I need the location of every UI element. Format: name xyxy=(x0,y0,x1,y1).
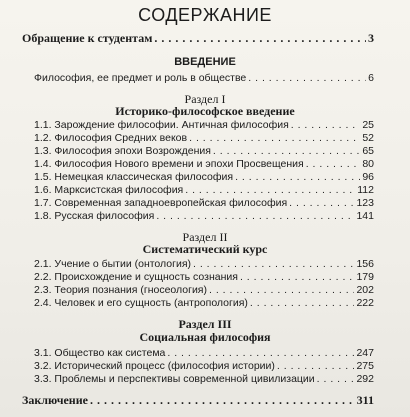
toc-entry[interactable] xyxy=(34,158,374,171)
dot-leader xyxy=(277,360,355,373)
toc-entry-label: 1.7. Современная западноевропейская философия xyxy=(34,197,288,209)
toc-entry-page: 52 xyxy=(362,132,374,144)
toc-entry-label: 1.4. Философия Нового времени и эпохи Просвещения xyxy=(34,158,304,170)
toc-entry-label: 1.3. Философия эпохи Возрождения xyxy=(34,145,211,157)
toc-entry-label: 2.4. Человек и его сущность (антропология) xyxy=(34,297,248,309)
toc-entry[interactable] xyxy=(34,132,374,145)
toc-entry[interactable] xyxy=(34,297,374,310)
toc-entry-page: 202 xyxy=(356,284,374,296)
toc-entry[interactable] xyxy=(34,271,374,284)
toc-entry-label: Философия, ее предмет и роль в обществе xyxy=(34,72,247,84)
toc-entry-intro[interactable] xyxy=(22,32,374,45)
toc-entry-page: 275 xyxy=(356,360,374,372)
toc-entry[interactable] xyxy=(34,373,374,386)
section-title: Историко-философское введение xyxy=(115,104,295,118)
toc-entry-page: 311 xyxy=(356,393,374,407)
dot-leader xyxy=(185,184,355,197)
dot-leader xyxy=(193,258,354,271)
toc-entry-page: 80 xyxy=(362,158,374,170)
toc-entry[interactable] xyxy=(34,119,374,132)
toc-entry-label: 1.1. Зарождение философии. Античная философия xyxy=(34,119,289,131)
section-number: Раздел II xyxy=(182,230,228,244)
toc-entry-page: 222 xyxy=(356,297,374,309)
dot-leader xyxy=(235,171,360,184)
introduction-heading: ВВЕДЕНИЕ xyxy=(174,56,236,68)
section-title: Социальная философия xyxy=(139,330,271,344)
toc-entry-label: 1.5. Немецкая классическая философия xyxy=(34,171,234,183)
toc-entry-label: Обращение к студентам xyxy=(22,31,153,45)
toc-entry-label: 3.3. Проблемы и перспективы современной цивилизации xyxy=(34,373,315,385)
toc-entry-label: 1.6. Марксистская философия xyxy=(34,184,184,196)
toc-entry-page: 25 xyxy=(362,119,374,131)
dot-leader xyxy=(154,32,366,45)
toc-entry-page: 3 xyxy=(368,31,374,45)
toc-entry[interactable] xyxy=(34,210,374,223)
dot-leader xyxy=(156,210,354,223)
toc-entry-label: 1.8. Русская философия xyxy=(34,210,155,222)
page-title: СОДЕРЖАНИЕ xyxy=(138,5,272,25)
dot-leader xyxy=(213,145,360,158)
toc-entry[interactable] xyxy=(34,258,374,271)
section-number: Раздел I xyxy=(184,92,226,106)
dot-leader xyxy=(317,373,355,386)
section-title: Систематический курс xyxy=(142,242,268,256)
toc-entry[interactable] xyxy=(34,184,374,197)
toc-entry-label: 1.2. Философия Средних веков xyxy=(34,132,188,144)
dot-leader xyxy=(291,119,361,132)
dot-leader xyxy=(248,72,366,85)
toc-entry-conclusion[interactable] xyxy=(22,394,374,407)
toc-entry[interactable] xyxy=(34,284,374,297)
toc-entry-page: 123 xyxy=(356,197,374,209)
dot-leader xyxy=(209,284,354,297)
toc-entry-page: 247 xyxy=(356,347,374,359)
dot-leader xyxy=(240,271,355,284)
toc-entry-page: 96 xyxy=(362,171,374,183)
section-number: Раздел III xyxy=(178,317,232,331)
toc-entry-page: 292 xyxy=(356,373,374,385)
toc-entry[interactable] xyxy=(34,360,374,373)
toc-entry-page: 156 xyxy=(356,258,374,270)
toc-entry-label: 3.1. Общество как система xyxy=(34,347,166,359)
dot-leader xyxy=(90,394,355,407)
toc-entry-label: 3.2. Исторический процесс (философия истории) xyxy=(34,360,275,372)
toc-entry[interactable] xyxy=(34,171,374,184)
toc-entry-page: 179 xyxy=(356,271,374,283)
toc-entry[interactable] xyxy=(34,145,374,158)
toc-entry-page: 112 xyxy=(357,184,374,196)
dot-leader xyxy=(167,347,354,360)
toc-entry[interactable] xyxy=(34,197,374,210)
toc-entry-introduction[interactable] xyxy=(34,72,374,85)
toc-entry-label: 2.3. Теория познания (гносеология) xyxy=(34,284,207,296)
toc-entry[interactable] xyxy=(34,347,374,360)
dot-leader xyxy=(289,197,354,210)
dot-leader xyxy=(189,132,360,145)
dot-leader xyxy=(306,158,361,171)
toc-entry-label: 2.1. Учение о бытии (онтология) xyxy=(34,258,192,270)
toc-entry-page: 6 xyxy=(368,72,374,84)
toc-entry-label: Заключение xyxy=(22,393,88,407)
toc-entry-page: 65 xyxy=(362,145,374,157)
dot-leader xyxy=(250,297,355,310)
toc-entry-page: 141 xyxy=(356,210,374,222)
toc-entry-label: 2.2. Происхождение и сущность сознания xyxy=(34,271,238,283)
